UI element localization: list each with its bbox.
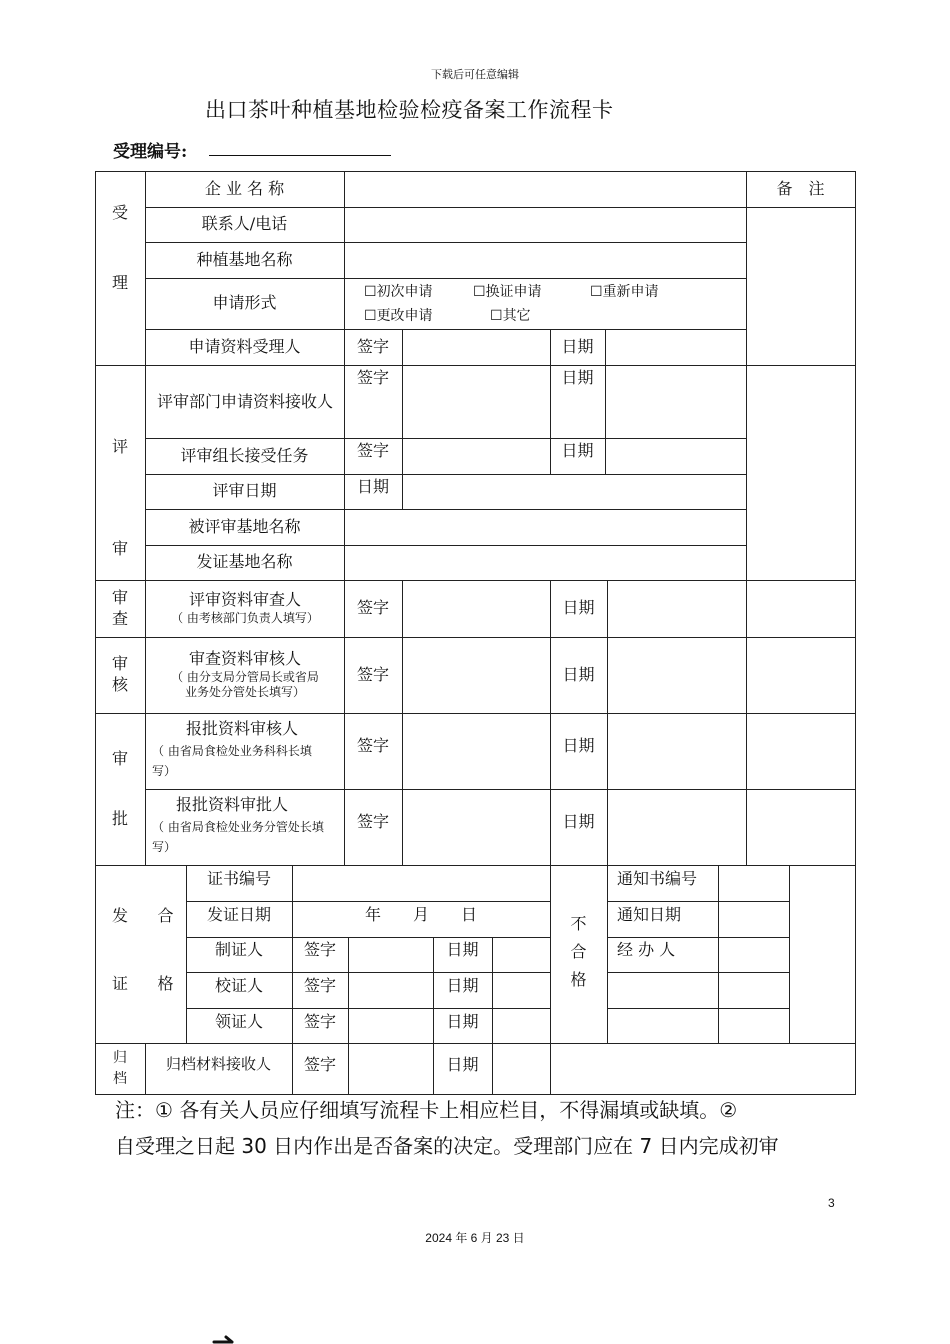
option-other[interactable] — [490, 306, 531, 326]
qualified-char1: 合 — [157, 905, 174, 925]
issue-date-field[interactable]: 年 月 日 — [364, 904, 477, 924]
download-note: 下载后可任意编辑 — [431, 68, 519, 81]
leader-sign-field[interactable] — [403, 439, 550, 474]
section-review-char1: 评 — [111, 436, 128, 456]
dept-receiver-sign-field[interactable] — [403, 366, 550, 438]
sign-label: 签字 — [356, 367, 389, 387]
verifier-note-1: （ 由分支局分管局长或省局 — [171, 669, 319, 684]
review-date-field[interactable] — [403, 475, 746, 509]
archive-date-field[interactable] — [493, 1044, 550, 1094]
leader-label: 评审组长接受任务 — [180, 445, 309, 465]
handler-field[interactable] — [719, 938, 789, 972]
approve-r2-note-1: （ 由省局食检处业务分管处长填 — [152, 820, 324, 834]
review-date-label: 评审日期 — [212, 481, 277, 501]
option-reapply[interactable] — [590, 282, 659, 302]
archive-sign-field[interactable] — [349, 1044, 433, 1094]
section-review-char2: 审 — [111, 538, 128, 558]
notice-no-field[interactable] — [719, 866, 789, 901]
section-accept-char2: 理 — [111, 272, 128, 292]
section-approve-char2: 批 — [111, 808, 128, 828]
approve-r2-sign-field[interactable] — [403, 790, 550, 865]
arrow-icon — [212, 1328, 242, 1344]
qualified-char2: 格 — [157, 973, 174, 993]
date-label: 日期 — [446, 975, 479, 995]
archive-receiver-label: 归档材料接收人 — [165, 1055, 271, 1074]
verifier-sign-field[interactable] — [403, 638, 550, 713]
maker-label: 制证人 — [214, 939, 263, 959]
date-label: 日期 — [561, 367, 594, 387]
section-issue-char2: 证 — [111, 973, 128, 993]
base-name-label: 种植基地名称 — [196, 249, 293, 269]
sign-label: 签字 — [356, 336, 389, 356]
option-reapply-label: 重新申请 — [602, 283, 659, 300]
sign-label: 签字 — [356, 664, 389, 684]
cert-base-field[interactable] — [345, 546, 745, 580]
section-verify-char1: 审 — [111, 654, 128, 674]
examiner-label: 评审资料审查人 — [188, 590, 301, 610]
section-examine-char2: 查 — [111, 608, 128, 628]
examiner-label-cell — [147, 582, 343, 635]
acceptance-no-label: 受理编号: — [113, 142, 188, 162]
option-change[interactable] — [364, 306, 433, 326]
receiver-sign-field[interactable] — [403, 330, 550, 365]
application-form-label: 申请形式 — [212, 293, 277, 313]
note-line-2: 自受理之日起 30 日内作出是否备案的决定。受理部门应在 7 日内完成初审 — [115, 1134, 779, 1158]
page-number: 3 — [828, 1196, 835, 1210]
maker-sign-field[interactable] — [349, 938, 433, 972]
checkbox-icon: ☐ — [364, 283, 377, 300]
option-initial[interactable] — [364, 282, 433, 302]
section-verify — [95, 637, 145, 713]
approve-r1-note-1: （ 由省局食检处业务科科长填 — [152, 744, 312, 758]
sign-label: 签字 — [303, 1054, 336, 1074]
date-label: 日期 — [446, 939, 479, 959]
checkbox-icon: ☐ — [590, 283, 603, 300]
unqualified-char2: 合 — [570, 942, 587, 961]
verifier-date-field[interactable] — [608, 638, 746, 713]
section-archive — [95, 1043, 145, 1094]
sign-label: 签字 — [303, 1011, 336, 1031]
approve-r2-label: 报批资料审批人 — [175, 795, 288, 814]
section-examine-char1: 审 — [111, 587, 128, 607]
company-name-label: 企 业 名 称 — [204, 178, 285, 198]
dept-receiver-label: 评审部门申请资料接收人 — [156, 391, 333, 411]
unqualified-char1: 不 — [570, 914, 587, 933]
sign-label: 签字 — [356, 598, 389, 618]
section-examine — [95, 580, 145, 637]
checker-sign-field[interactable] — [349, 973, 433, 1008]
date-label: 日期 — [562, 735, 595, 755]
section-approve-char1: 审 — [111, 748, 128, 768]
option-initial-label: 初次申请 — [376, 283, 433, 300]
checker-label: 校证人 — [214, 975, 263, 995]
date-label: 日期 — [562, 598, 595, 618]
leader-date-field[interactable] — [606, 439, 746, 474]
date-label: 日期 — [446, 1054, 479, 1074]
sign-label: 签字 — [303, 975, 336, 995]
section-archive-char2: 档 — [113, 1070, 127, 1087]
receiver-label: 申请资料受理人 — [188, 336, 301, 356]
approve-r2-date-field[interactable] — [608, 790, 746, 865]
checkbox-icon: ☐ — [473, 283, 486, 300]
unqualified-char3: 格 — [570, 970, 587, 989]
cert-base-label: 发证基地名称 — [196, 552, 293, 572]
cert-no-label: 证书编号 — [206, 868, 271, 888]
unqualified-label — [550, 905, 607, 999]
date-label: 日期 — [562, 811, 595, 831]
maker-date-field[interactable] — [493, 938, 550, 972]
cert-receiver-sign-field[interactable] — [349, 1009, 433, 1043]
verifier-label-cell — [147, 638, 343, 712]
approve-r1-label: 报批资料审核人 — [185, 719, 298, 738]
contact-field[interactable] — [345, 208, 745, 242]
reviewed-base-field[interactable] — [345, 510, 745, 545]
sign-label: 签字 — [356, 735, 389, 755]
remarks-header: 备 注 — [776, 178, 825, 198]
cert-receiver-date-field[interactable] — [493, 1009, 550, 1043]
checkbox-icon: ☐ — [364, 307, 377, 324]
dept-receiver-date-field[interactable] — [606, 366, 746, 438]
sign-label: 签字 — [356, 811, 389, 831]
handler-label: 经 办 人 — [617, 939, 676, 959]
checker-date-field[interactable] — [493, 973, 550, 1008]
notice-date-label: 通知日期 — [617, 904, 682, 924]
approve-r2-label-cell — [152, 792, 342, 864]
date-label: 日期 — [446, 1011, 479, 1031]
notice-no-label: 通知书编号 — [617, 868, 698, 888]
base-name-field[interactable] — [345, 243, 745, 278]
contact-label: 联系人/电话 — [201, 214, 288, 234]
checkbox-icon: ☐ — [490, 307, 503, 324]
section-verify-char2: 核 — [111, 675, 128, 694]
section-archive-char1: 归 — [113, 1049, 127, 1066]
option-other-label: 其它 — [502, 307, 531, 324]
verifier-note-2: 业务处分管处长填写） — [184, 685, 305, 700]
option-renew[interactable] — [473, 282, 542, 302]
section-issue-char1: 发 — [111, 905, 128, 925]
sign-label: 签字 — [356, 440, 389, 460]
notice-date-field[interactable] — [719, 902, 789, 937]
page-title: 出口茶叶种植基地检验检疫备案工作流程卡 — [205, 98, 614, 122]
cert-no-field[interactable] — [293, 866, 550, 901]
section-accept-char1: 受 — [111, 202, 128, 222]
option-renew-label: 换证申请 — [485, 283, 542, 300]
examiner-date-field[interactable] — [608, 581, 746, 637]
approve-r1-sign-field[interactable] — [403, 714, 550, 789]
approve-r1-label-cell — [152, 716, 342, 788]
approve-r2-note-2: 写） — [152, 840, 177, 854]
examiner-note: （ 由考核部门负责人填写） — [171, 611, 319, 626]
approve-r1-date-field[interactable] — [608, 714, 746, 789]
date-label: 日期 — [562, 664, 595, 684]
date-label: 日期 — [561, 440, 594, 460]
examiner-sign-field[interactable] — [403, 581, 550, 637]
issue-date-label: 发证日期 — [206, 904, 271, 924]
cert-receiver-label: 领证人 — [214, 1011, 263, 1031]
note-line-1: 注：① 各有关人员应仔细填写流程卡上相应栏目，不得漏填或缺填。② — [115, 1098, 738, 1122]
receiver-date-field[interactable] — [606, 330, 746, 365]
sign-label: 签字 — [303, 939, 336, 959]
company-name-field[interactable] — [345, 172, 745, 207]
date-label: 日期 — [561, 336, 594, 356]
approve-r1-note-2: 写） — [152, 764, 177, 778]
verifier-label: 审查资料审核人 — [188, 649, 301, 668]
reviewed-base-label: 被评审基地名称 — [188, 516, 301, 536]
footer-date: 2024 年 6 月 23 日 — [425, 1231, 525, 1245]
date-label: 日期 — [356, 476, 389, 496]
option-change-label: 更改申请 — [376, 307, 433, 324]
